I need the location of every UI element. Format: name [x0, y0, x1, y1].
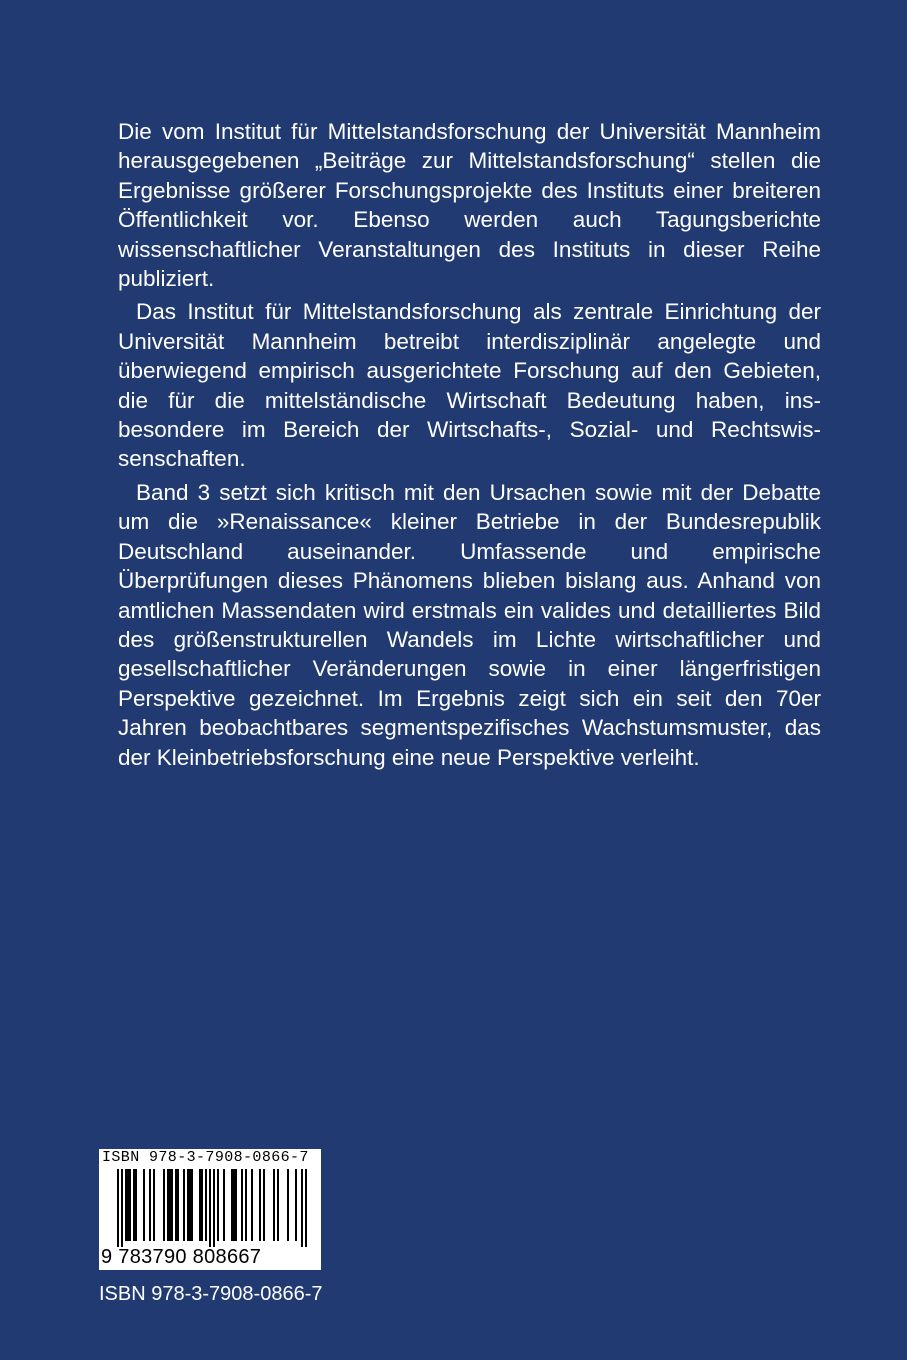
barcode-bar	[183, 1169, 185, 1241]
barcode-digits: 9 783790 808667	[101, 1246, 262, 1268]
barcode-guard-bar	[213, 1169, 215, 1247]
barcode-bar	[205, 1169, 207, 1241]
barcode-bar	[287, 1169, 289, 1241]
barcode-bar	[191, 1169, 193, 1241]
barcode-bar	[251, 1169, 253, 1241]
barcode-bar	[189, 1169, 191, 1241]
barcode-bar	[169, 1169, 171, 1241]
barcode-guard-bar	[305, 1169, 307, 1247]
barcode-bar	[223, 1169, 225, 1241]
barcode-bar	[125, 1169, 127, 1241]
barcode-bar	[273, 1169, 275, 1241]
barcode-bar	[133, 1169, 135, 1241]
barcode-bar	[127, 1169, 129, 1241]
barcode-bar	[263, 1169, 265, 1241]
barcode-guard-bar	[117, 1169, 119, 1247]
barcode-label	[99, 1149, 321, 1270]
barcode-bar	[231, 1169, 233, 1241]
barcode-bar	[177, 1169, 179, 1241]
isbn-footer: ISBN 978-3-7908-0866-7	[99, 1283, 323, 1305]
barcode-bar	[235, 1169, 237, 1241]
barcode-bar	[259, 1169, 261, 1241]
blurb-paragraph-3: Band 3 setzt sich kritisch mit den Ursachen sowie mit der Debatte um die »Renaissance« kleiner Betriebe in der Bundesrepublik Deutschland auseinander. Umfassende und empirische Überprüfungen dieses Phänomens blieben bislang aus. Anhand von amtlichen Massendaten wird erstmals ein valides und detailliertes Bild des größenstrukturellen Wandels im Lichte wirtschaftlicher und gesellschaftlicher Veränderungen sowie in einer längerfristigen Perspektive gezeichnet. Im Ergebnis zeigt sich ein seit den 70er Jahren beobachtbares segmentspezifisches Wachstumsmuster, das der Kleinbetriebsforschung eine neue Perspektive verleiht.	[118, 479, 821, 770]
barcode-bar	[187, 1169, 189, 1241]
barcode-bar	[241, 1169, 243, 1241]
barcode-bar	[171, 1169, 173, 1241]
barcode-bar	[233, 1169, 235, 1241]
barcode-bar	[217, 1169, 219, 1241]
blurb-paragraph-2: Das Institut für Mittelstandsforschung als zentrale Einrichtung der Universität Mannheim betreibt interdisziplinär angelegte und überwiegend empirisch ausgerichtete Forschung auf den Gebieten, die für die mittelständische Wirtschaft Bedeutung haben, insbesondere im Bereich der Wirtschafts-, Sozial- und Rechtswissenschaften.	[118, 299, 821, 472]
barcode-bar	[149, 1169, 151, 1241]
barcode-isbn-header: ISBN 978-3-7908-0866-7	[102, 1149, 309, 1166]
blurb-paragraph-1: Die vom Institut für Mittelstandsforschung der Universität Mannheim herausgegebenen „Beiträge zur Mittelstandsforschung“ stellen die Ergebnisse größerer Forschungsprojekte des Instituts einer breiteren Öffentlichkeit vor. Ebenso werden auch Tagungsberichte wissenschaftlicher Veranstaltungen des Instituts in dieser Reihe publiziert.	[118, 119, 821, 292]
barcode-bar	[201, 1169, 203, 1241]
barcode-guard-bar	[301, 1169, 303, 1247]
blurb-text	[118, 117, 821, 776]
barcode-bar	[153, 1169, 155, 1241]
barcode-bar	[245, 1169, 247, 1241]
barcode-bar	[199, 1169, 201, 1241]
barcode-bar	[277, 1169, 279, 1241]
barcode-bar	[129, 1169, 131, 1241]
barcode-guard-bar	[121, 1169, 123, 1247]
barcode-bar	[167, 1169, 169, 1241]
barcode-bar	[163, 1169, 165, 1241]
barcode-bar	[135, 1169, 137, 1241]
barcode-bar	[175, 1169, 177, 1241]
barcode-guard-bar	[209, 1169, 211, 1247]
barcode-bars	[99, 1169, 321, 1247]
barcode-bar	[295, 1169, 297, 1241]
barcode-bar	[143, 1169, 145, 1241]
